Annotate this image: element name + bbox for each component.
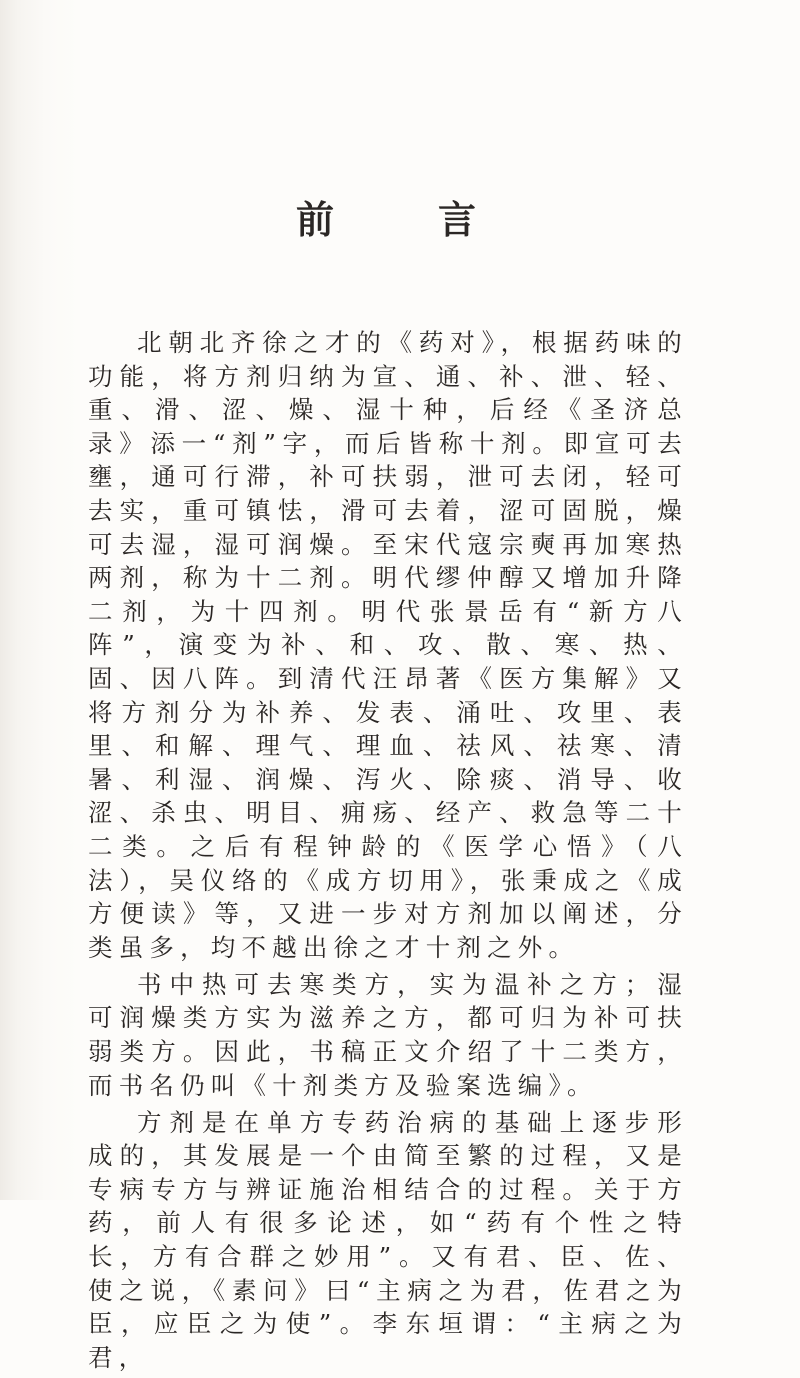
paragraph-3: 方剂是在单方专药治病的基础上逐步形成的，其发展是一个由简至繁的过程，又是专病专方与辨证施治相结合的过程。关于方药，前人有很多论述，如“药有个性之特长，方有合群之妙用”。又有君、臣、佐、使之说，《素问》曰“主病之为君，佐君之为臣，应臣之为使”。李东垣谓：“主病之为君， xyxy=(88,1107,688,1372)
title-char-1: 前 xyxy=(296,198,335,242)
paragraph-2: 书中热可去寒类方，实为温补之方；湿可润燥类方实为滋养之方，都可归为补可扶弱类方。因此，书稿正文介绍了十二类方，而书名仍叫《十剂类方及验案选编》。 xyxy=(88,969,688,1100)
page-title xyxy=(296,196,476,244)
body-text xyxy=(88,326,688,1378)
paragraph-1: 北朝北齐徐之才的《药对》，根据药味的功能，将方剂归纳为宣、通、补、泄、轻、重、滑、涩、燥、湿十种，后经《圣济总录》添一“剂”字，而后皆称十剂。即宣可去壅，通可行滞，补可扶弱，泄可去闭，轻可去实，重可镇怯，滑可去着，涩可固脱，燥可去湿，湿可润燥。至宋代寇宗奭再加寒热两剂，称为十二剂。明代缪仲醇又增加升降二剂，为十四剂。明代张景岳有“新方八阵”，演变为补、和、攻、散、寒、热、固、因八阵。到清代汪昂著《医方集解》又将方剂分为补养、发表、涌吐、攻里、表里、和解、理气、理血、祛风、祛寒、清暑、利湿、润燥、泻火、除痰、消导、收涩、杀虫、明目、痈疡、经产、救急等二十二类。之后有程钟龄的《医学心悟》（八法），吴仪络的《成方切用》，张秉成之《成方便读》等，又进一步对方剂加以阐述，分类虽多，均不越出徐之才十剂之外。 xyxy=(88,328,688,962)
title-char-2: 言 xyxy=(437,198,476,242)
